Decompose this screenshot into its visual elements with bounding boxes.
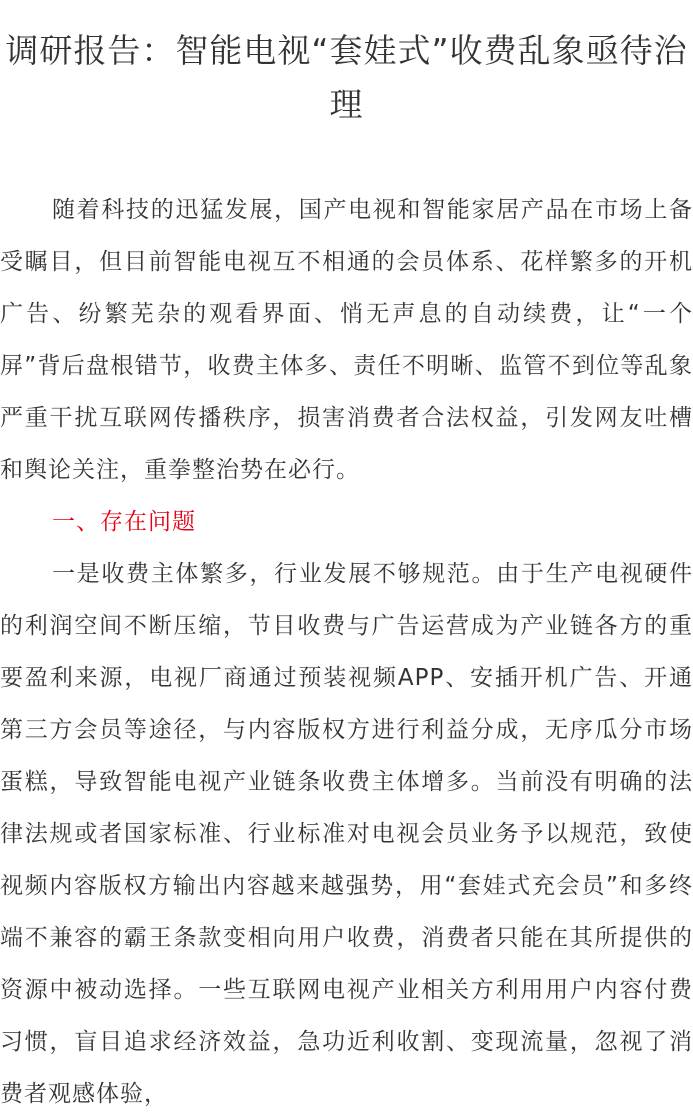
intro-paragraph: 随着科技的迅猛发展，国产电视和智能家居产品在市场上备受瞩目，但目前智能电视互不相通的会员体系、花样繁多的开机广告、纷繁芜杂的观看界面、悄无声息的自动续费，让“一个屏”背后盘根错节，收费主体多、责任不明晰、监管不到位等乱象严重干扰互联网传播秩序，损害消费者合法权益，引发网友吐槽和舆论关注，重拳整治势在必行。 [0, 197, 693, 483]
problem-paragraph-1: 一是收费主体繁多，行业发展不够规范。由于生产电视硬件的利润空间不断压缩，节目收费与广告运营成为产业链各方的重要盈利来源，电视厂商通过预装视频APP、安插开机广告、开通第三方会员等途径，与内容版权方进行利益分成，无序瓜分市场蛋糕，导致智能电视产业链条收费主体增多。当前没有明确的法律法规或者国家标准、行业标准对电视会员业务予以规范，致使视频内容版权方输出内容越来越强势，用“套娃式充会员”和多终端不兼容的霸王条款变相向用户收费，消费者只能在其所提供的资源中被动选择。一些互联网电视产业相关方利用用户内容付费习惯，盲目追求经济效益，急功近利收割、变现流量，忽视了消费者观感体验， [0, 561, 693, 1107]
section-heading-problems: 一、存在问题 [52, 509, 196, 535]
article-title: 调研报告：智能电视“套娃式”收费乱象亟待治理 [5, 31, 688, 124]
